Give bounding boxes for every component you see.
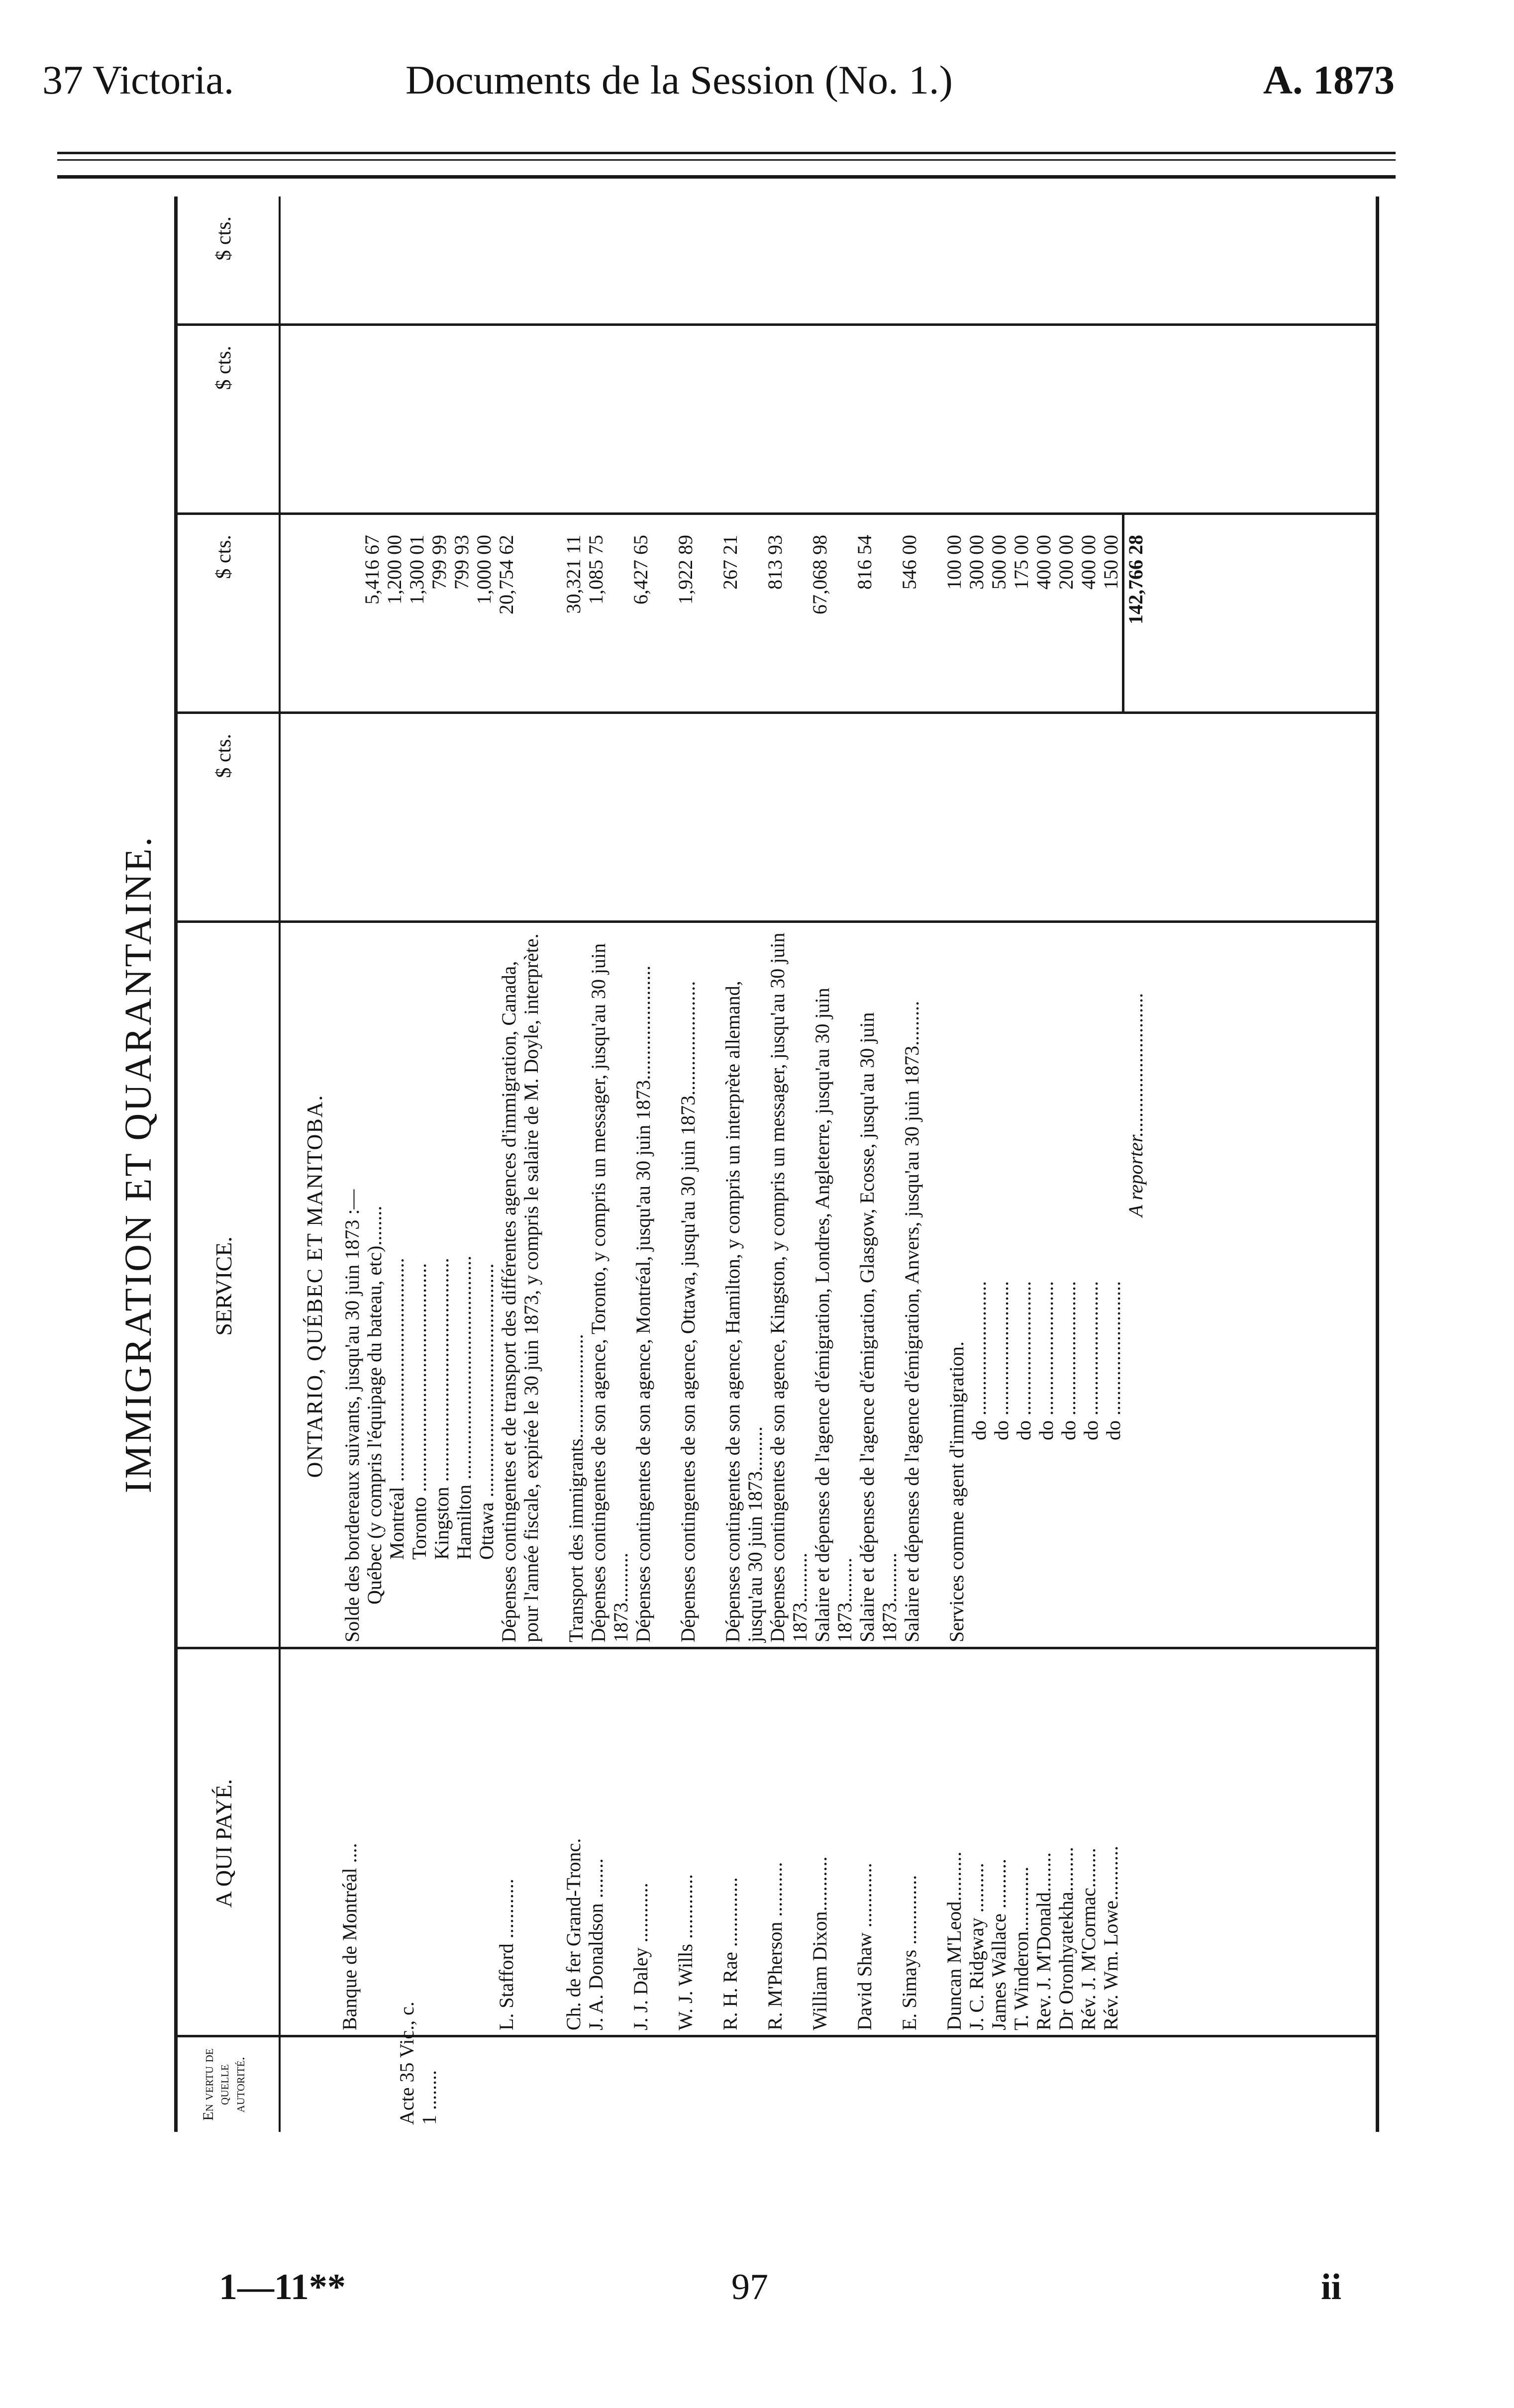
amount: 1,200 00: [383, 535, 405, 604]
col-authority: [174, 2002, 1378, 2132]
payee-name: W. J. Wills .............: [674, 1874, 697, 2030]
payee-name: [428, 1649, 450, 2037]
col-header-money: $ cts.: [212, 535, 235, 579]
col-header-money: $ cts.: [212, 734, 235, 778]
rotated-table: [119, 197, 1398, 2132]
payee-name: James Wallace ..........: [988, 1859, 1010, 2030]
payee-name: Rév. J. M'Cormac........: [1077, 1848, 1100, 2030]
table-title: IMMIGRATION ET QUARANTAINE.: [117, 835, 159, 1494]
total-amount: 142,766 28: [1122, 515, 1144, 714]
amount: 5,416 67: [361, 535, 383, 604]
service-description: do ...........................: [1080, 1281, 1102, 1440]
payee-name: [383, 1649, 405, 2037]
service-description: do ...........................: [1102, 1281, 1124, 1440]
amount: 1,000 00: [473, 535, 495, 604]
amount: 100 00: [943, 535, 965, 590]
payee-name: R. H. Rae ..............: [719, 1877, 741, 2030]
payee-name: Rév. Wm. Lowe...........: [1100, 1845, 1122, 2030]
carry-forward-label: A reporter.............................: [1124, 993, 1147, 1217]
amount: 546 00: [898, 535, 920, 590]
amount: [338, 515, 361, 714]
payee-name: Dr Oronhyatekha.........: [1055, 1847, 1077, 2030]
col-money-3: [174, 326, 1378, 515]
payee-name: J. C. Ridgway ..........: [965, 1863, 988, 2030]
payee-name: T. Winderon.............: [1010, 1866, 1032, 2030]
col-header-paye: A QUI PAYÉ.: [210, 1779, 236, 1908]
service-description: Dépenses contingentes de son agence, Toronto, y compris un messager, jusqu'au 30 juin 1873..........: [587, 943, 632, 1642]
authority-line: 1 ........: [418, 2070, 440, 2125]
amount: 1,085 75: [585, 535, 607, 604]
service-description: do ...........................: [1057, 1281, 1080, 1440]
amount: 400 00: [1032, 535, 1055, 590]
service-description: Dépenses contingentes de son agence, Ottawa, jusqu'au 30 juin 1873.......................: [677, 981, 699, 1642]
payee-name: Duncan M'Leod..........: [943, 1851, 965, 2030]
payee-name: E. Simays ..............: [898, 1875, 920, 2030]
amount: 813 93: [764, 535, 786, 590]
payee-name: [473, 1649, 495, 2037]
amount: 267 21: [719, 535, 741, 590]
amount: 1,300 01: [405, 535, 428, 604]
service-description: Dépenses contingentes de son agence, Montréal, jusqu'au 30 juin 1873.......................: [632, 965, 654, 1642]
col-money-1: [174, 714, 1378, 923]
amount: 150 00: [1100, 535, 1122, 590]
amount: 1,922 89: [674, 535, 697, 604]
col-money-4: [174, 197, 1378, 326]
authority-line: Acte 35 Vic., c.: [396, 2002, 418, 2125]
service-description: Dépenses contingentes de son agence, Kingston, y compris un messager, jusqu'au 30 juin 1873..........: [766, 932, 811, 1642]
col-header-service: SERVICE.: [210, 1236, 236, 1336]
payee-name: [361, 1649, 383, 2037]
service-description: Toronto ..............................................: [408, 1263, 430, 1560]
service-description: Kingston .............................................: [430, 1258, 453, 1560]
running-head-right: A. 1873: [1263, 57, 1395, 102]
col-header-authority: En vertu de quelle autorité.: [200, 2048, 248, 2121]
service-description: Montréal .............................................: [386, 1258, 408, 1560]
payee-name: J. A. Donaldson ........: [585, 1858, 607, 2030]
amount: 20,754 62: [495, 535, 517, 614]
amount: 300 00: [965, 535, 988, 590]
service-description: Solde des bordereaux suivants, jusqu'au 30 juin 1873 :—: [341, 1189, 363, 1642]
running-head-left: 37 Victoria.: [42, 57, 234, 102]
payee-name: [450, 1649, 473, 2037]
payee-name: L. Stafford ............: [495, 1879, 517, 2030]
col-paye: [174, 1649, 1378, 2037]
signature-mark: 1—11**: [219, 2267, 346, 2308]
amount: 799 99: [428, 535, 450, 590]
amount: 200 00: [1055, 535, 1077, 590]
service-description: Québec (y compris l'équipage du bateau, etc)........: [363, 1205, 386, 1605]
amount: 6,427 65: [629, 535, 652, 604]
col-money-2: [174, 515, 1378, 714]
service-description: Dépenses contingentes et de transport des différentes agences d'immigration, Canada, pour l'année fiscale, expirée le 30 juin 1873, y compris le salaire de M. Doyle, interprète.: [498, 933, 542, 1642]
service-description: Services comme agent d'immigration.: [945, 1341, 968, 1642]
amount: 500 00: [988, 535, 1010, 590]
header-rule: [57, 159, 1396, 161]
payee-name: [405, 1649, 428, 2037]
amount: 400 00: [1077, 535, 1100, 590]
header-rule: [57, 175, 1396, 179]
payee-name: Rev. J. M'Donald........: [1032, 1852, 1055, 2030]
col-service: [174, 923, 1378, 1649]
amount: 816 54: [853, 535, 876, 590]
amount: 175 00: [1010, 535, 1032, 590]
running-head-center: Documents de la Session (No. 1.): [405, 57, 953, 102]
service-description: Salaire et dépenses de l'agence d'émigration, Londres, Angleterre, jusqu'au 30 juin 1873.........: [811, 988, 856, 1642]
section-heading: ONTARIO, QUÉBEC ET MANITOBA.: [303, 1094, 327, 1478]
payee-name: William Dixon...........: [808, 1856, 831, 2030]
page-number: 97: [731, 2267, 768, 2308]
service-description: do ...........................: [1012, 1281, 1035, 1440]
service-description: do ...........................: [968, 1281, 990, 1440]
col-header-money: $ cts.: [212, 346, 235, 390]
amount: 67,068 98: [808, 535, 831, 614]
service-description: Transport des immigrants.....................: [565, 1334, 587, 1642]
service-description: Salaire et dépenses de l'agence d'émigration, Anvers, jusqu'au 30 juin 1873.........: [901, 1001, 923, 1642]
payee-name: Ch. de fer Grand-Tronc.: [562, 1838, 585, 2030]
amount: 30,321 11: [562, 535, 585, 614]
payee-name: Banque de Montréal ....: [338, 1843, 361, 2030]
header-rule: [57, 152, 1396, 154]
payee-name: J. J. Daley ............: [629, 1883, 652, 2030]
amount: 799 93: [450, 535, 473, 590]
payee-name: R. M'Pherson ...........: [764, 1862, 786, 2030]
service-description: Salaire et dépenses de l'agence d'émigration, Glasgow, Ecosse, jusqu'au 30 juin 1873..........: [856, 1012, 901, 1642]
service-description: Ottawa ...............................................: [475, 1263, 498, 1560]
service-description: Hamilton .............................................: [453, 1255, 475, 1560]
service-description: do ...........................: [1035, 1281, 1057, 1440]
service-description: do ...........................: [990, 1281, 1012, 1440]
page-roman: ii: [1321, 2267, 1342, 2308]
col-header-money: $ cts.: [212, 216, 235, 261]
payee-name: David Shaw .............: [853, 1863, 876, 2030]
service-description: Dépenses contingentes de son agence, Hamilton, y compris un interprète allemand, jusqu'au 30 juin 1873.........: [721, 981, 766, 1642]
